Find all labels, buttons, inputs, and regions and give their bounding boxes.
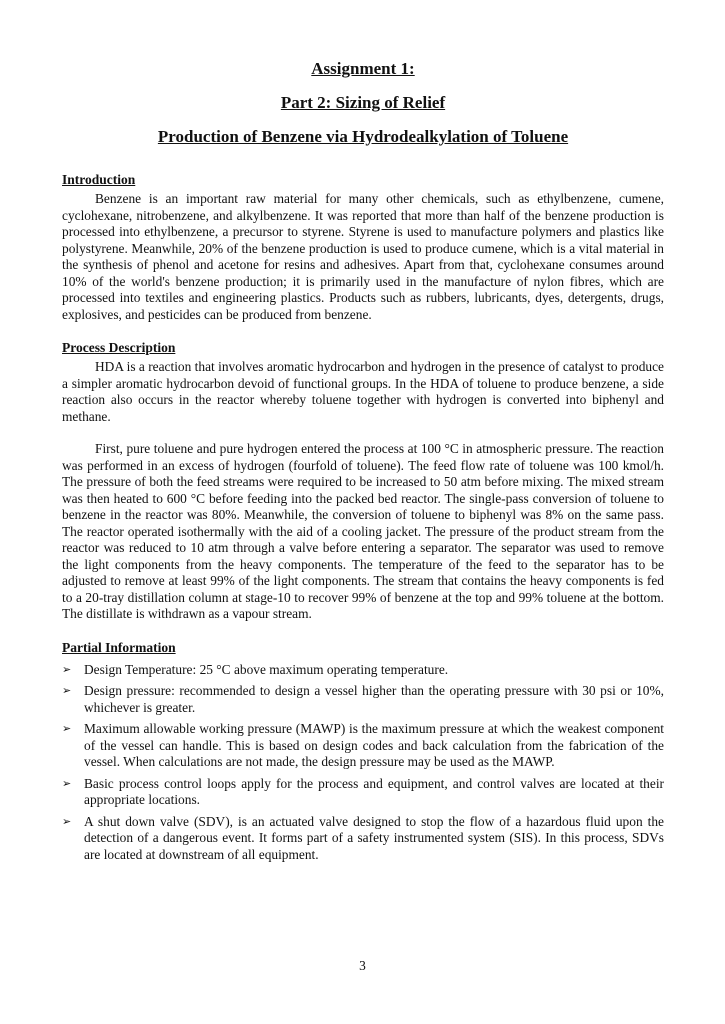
arrow-bullet-icon: ➢ <box>62 662 72 676</box>
arrow-bullet-icon: ➢ <box>62 776 72 790</box>
introduction-paragraph: Benzene is an important raw material for many other chemicals, such as ethylbenzene, cumene, cyclohexane, nitrobenzene, and alkylbenzene. It was reported that more than half of the benzene production is processed into ethylbenzene, a precursor to styrene. Styrene is used to manufacture polymers and plastics like polystyrene. Meanwhile, 20% of the benzene production is used to produce cumene, which is a vital material in the synthesis of phenol and acetone for resins and adhesives. Apart from that, cyclohexane consumes around 10% of the world's benzene production; it is primarily used in the manufacture of nylon fibres, which are processed into textiles and engineering plastics. Products such as rubbers, lubricants, dyes, detergents, drugs, explosives, and pesticides can be produced from benzene. <box>62 191 664 322</box>
document-title: Production of Benzene via Hydrodealkylation of Toluene <box>157 127 569 146</box>
list-item <box>62 776 664 809</box>
arrow-bullet-icon: ➢ <box>62 722 72 735</box>
document-page <box>62 58 664 868</box>
list-item-text: Basic process control loops apply for the process and equipment, and control valves are located at their appropriate locations. <box>84 775 664 807</box>
list-item <box>62 814 664 864</box>
arrow-bullet-icon: ➢ <box>62 684 72 697</box>
process-description-heading: Process Description <box>62 340 176 355</box>
list-item <box>62 721 664 771</box>
process-description-paragraph-2: First, pure toluene and pure hydrogen entered the process at 100 °C in atmospheric pressure. The reaction was performed in an excess of hydrogen (fourfold of toluene). The feed flow rate of toluene was 100 kmol/h. The pressure of both the feed streams were required to be increased to 50 atm before mixing. The mixed stream was then heated to 600 °C before feeding into the packed bed reactor. The single-pass conversion of toluene to benzene in the reactor was 80%. Meanwhile, the conversion of toluene to biphenyl was 8% on the same pass. The reactor operated isothermally with the aid of a cooling jacket. The pressure of the product stream from the reactor was reduced to 10 atm through a valve before entering a separator. The separator was used to remove the light components from the heavy components. The temperature of the feed to the separator has to be adjusted to remove at least 99% of the light components. The stream that contains the heavy components is fed to a 20-tray distillation column at stage-10 to recover 99% of benzene at the top and 99% toluene at the bottom. The distillate is withdrawn as a vapour stream. <box>62 441 664 621</box>
introduction-heading: Introduction <box>62 172 136 187</box>
list-item-text: Design pressure: recommended to design a vessel higher than the operating pressure with 30 psi or 10%, whichever is greater. <box>84 683 664 715</box>
list-item-text: Maximum allowable working pressure (MAWP) is the maximum pressure at which the weakest component of the vessel can handle. This is based on design codes and back calculation from the fabrication of the vessel. When calculations are not made, the design pressure may be used as the MAWP. <box>84 721 664 769</box>
list-item-text: Design Temperature: 25 °C above maximum operating temperature. <box>84 661 449 677</box>
part-title: Part 2: Sizing of Relief <box>280 93 446 112</box>
list-item <box>62 683 664 716</box>
arrow-bullet-icon: ➢ <box>62 814 72 828</box>
assignment-title: Assignment 1: <box>311 59 415 78</box>
partial-information-heading: Partial Information <box>62 639 176 655</box>
list-item-text: A shut down valve (SDV), is an actuated valve designed to stop the flow of a hazardous fluid upon the detection of a dangerous event. It forms part of a safety instrumented system (SIS). In this process, SDVs are located at downstream of all equipment. <box>84 813 664 862</box>
process-description-paragraph-1: HDA is a reaction that involves aromatic hydrocarbon and hydrogen in the presence of catalyst to produce a simpler aromatic hydrocarbon devoid of functional groups. In the HDA of toluene to produce benzene, a side reaction also occurs in the reactor whereby toluene together with hydrogen is converted into biphenyl and methane. <box>62 359 664 424</box>
page-number: 3 <box>359 958 366 973</box>
partial-information-list <box>62 662 664 864</box>
list-item <box>62 662 664 679</box>
